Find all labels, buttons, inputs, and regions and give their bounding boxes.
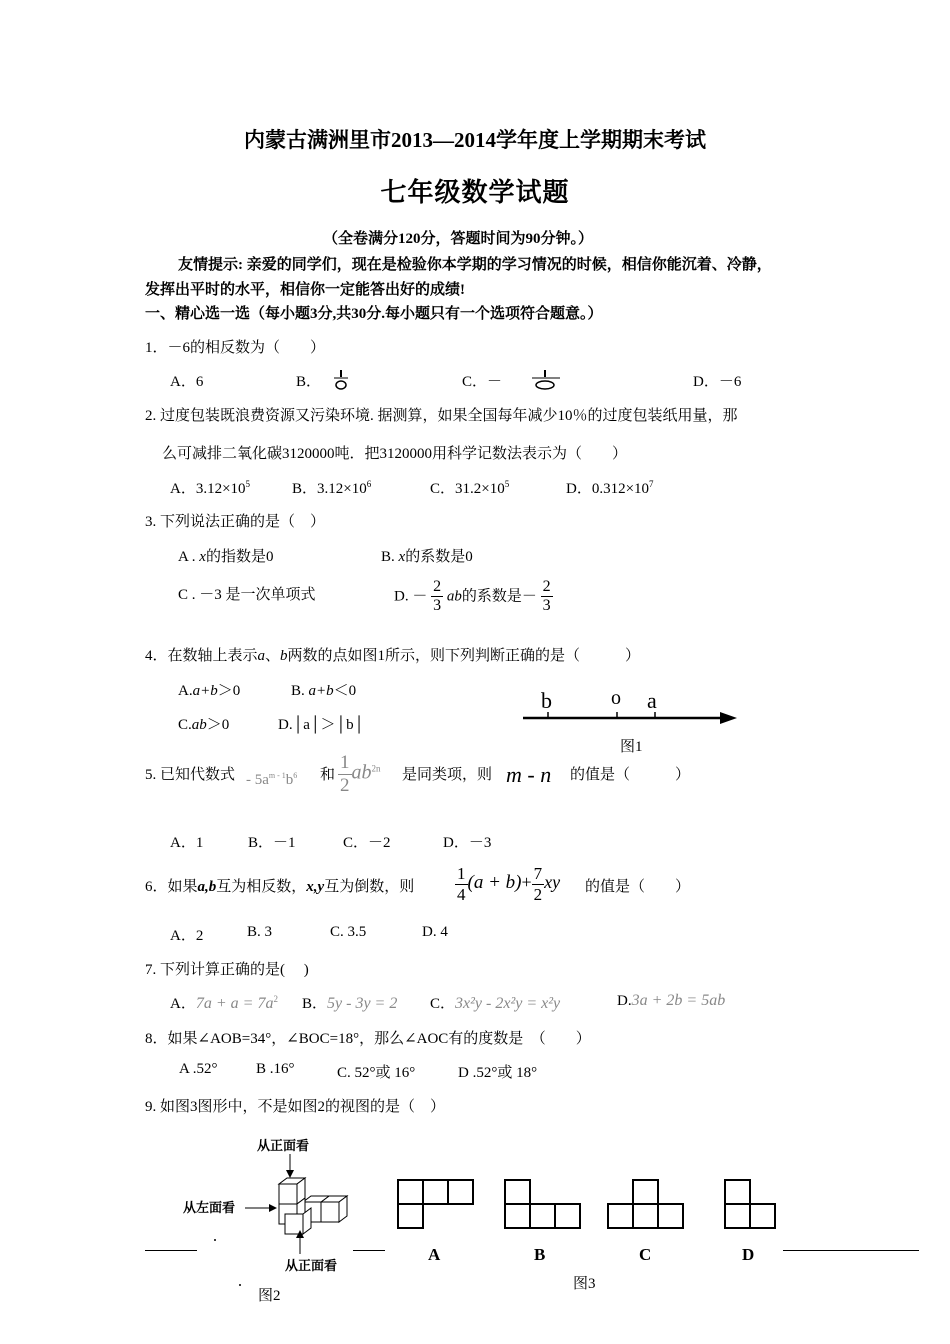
q5-expression: m - n: [506, 762, 552, 787]
q5-term-2: $\frac{1}{2}$ $ab^{2n}$: [340, 752, 381, 796]
q5-option-c: C．－2: [343, 835, 391, 851]
label-front-view-top: 从正面看: [257, 1138, 310, 1153]
q8-option-d: D .52°或 18°: [458, 1065, 538, 1081]
q6-expression: $\frac{1}{4}$ (a + b)+ $\frac{7}{2}$ xy: [457, 864, 561, 904]
q2-option-a: A．$3.12\times 10^5$: [170, 479, 251, 497]
q7-option-a: A．$7a + a = 7a^2$: [170, 994, 278, 1012]
q2-stem-line-1: 2. 过度包装既浪费资源又污染环境. 据测算，如果全国每年减少10％的过度包装纸用量，那: [145, 408, 738, 424]
fig3-label-b: B: [534, 1245, 546, 1264]
q2-option-c: C．$31.2\times 10^5$: [430, 479, 510, 497]
q4-option-a: A.a+b＞0: [178, 683, 241, 699]
section-heading: 一、精心选一选（每小题3分,共30分.每小题只有一个选项符合题意。）: [145, 306, 603, 322]
exam-note: （全卷满分120分，答题时间为90分钟。）: [323, 231, 594, 247]
q7-option-d: D.3a + 2b = 5ab: [617, 992, 726, 1009]
q1-option-c: C．－: [462, 374, 503, 390]
q2-option-d: D．$0.312\times 10^7$: [566, 479, 654, 497]
fig3-caption: 图3: [573, 1276, 596, 1292]
q8-stem: 8．如果∠AOB=34°，∠BOC=18°，那么∠AOC有的度数是 （ ）: [145, 1031, 591, 1047]
axis-label-o: o: [611, 687, 621, 709]
q6-stem: 6．如果a,b互为相反数，x,y互为倒数，则: [145, 879, 415, 895]
q6-option-d: D. 4: [422, 924, 448, 940]
exam-title: 内蒙古满洲里市2013—2014学年度上学期期末考试: [244, 128, 706, 152]
q5-option-b: B．－1: [248, 835, 296, 851]
q3-option-b: B. x的系数是0: [381, 549, 473, 565]
fig3-view-options: [390, 1170, 785, 1270]
tip-line-1: 友情提示: 亲爱的同学们，现在是检验你本学期的学习情况的时候，相信你能沉着、冷静，: [178, 257, 772, 273]
fig3-label-d: D: [742, 1245, 755, 1264]
q8-option-b: B .16°: [256, 1061, 295, 1077]
fig3-label-a: A: [428, 1245, 441, 1264]
q9-stem: 9. 如图3图形中，不是如图2的视图的是（ ）: [145, 1099, 446, 1115]
q8-option-c: C. 52°或 16°: [337, 1065, 416, 1081]
tip-line-2: 发挥出平时的水平，相信你一定能答出好的成绩!: [145, 282, 465, 298]
q6-option-a: A．2: [170, 928, 204, 944]
q5-option-d: D．－3: [443, 835, 492, 851]
q3-option-a: A . x的指数是0: [178, 549, 274, 565]
q1-option-c-fraction-glyph: [528, 366, 564, 392]
q1-stem: 1．－6的相反数为（ ）: [145, 340, 326, 356]
label-left-view: 从左面看: [183, 1200, 236, 1215]
q6-stem-post: 的值是（ ）: [585, 879, 691, 895]
q5-stem-mid: 是同类项，则: [402, 767, 493, 783]
label-front-view-bottom: 从正面看: [285, 1258, 338, 1273]
q3-stem: 3. 下列说法正确的是（ ）: [145, 514, 326, 530]
q5-stem-pre: 5. 已知代数式: [145, 767, 236, 783]
axis-label-a: a: [647, 688, 657, 713]
q7-stem: 7. 下列计算正确的是( ): [145, 962, 309, 978]
q6-option-b: B. 3: [247, 924, 273, 940]
fig3-label-c: C: [639, 1245, 652, 1264]
q7-option-b: B．5y - 3y = 2: [302, 995, 398, 1012]
rule-line-left: [145, 1250, 197, 1251]
number-line-arrow: [720, 712, 737, 724]
q8-option-a: A .52°: [179, 1061, 218, 1077]
q5-stem-post: 的值是（ ）: [570, 767, 691, 783]
q1-option-b: B．: [296, 374, 322, 390]
q4-stem: 4．在数轴上表示a、b两数的点如图1所示，则下列判断正确的是（ ）: [145, 648, 641, 664]
axis-label-b: b: [541, 688, 552, 713]
fig2-caption: 图2: [258, 1288, 281, 1304]
q2-option-b: B．$3.12\times 10^6$: [292, 479, 372, 497]
exam-subtitle: 七年级数学试题: [380, 178, 570, 207]
q7-option-c: C．3x²y - 2x²y = x²y: [430, 995, 561, 1012]
q5-option-a: A．1: [170, 835, 204, 851]
fig1-caption: 图1: [620, 739, 643, 755]
q5-term-1: - $5a^{m - 1}b^6$: [246, 771, 298, 788]
q1-option-d: D．－6: [693, 374, 742, 390]
q1-option-b-fraction-glyph: [330, 366, 352, 392]
q3-option-d: D. － $\frac{2}{3}$ ab的系数是－ $\frac{2}{3}$: [394, 578, 551, 615]
rule-line-right: [783, 1250, 919, 1251]
q6-option-c: C. 3.5: [330, 924, 367, 940]
q4-option-c: C.ab＞0: [178, 717, 230, 733]
rule-line-mid: [353, 1250, 385, 1251]
q4-option-d: D.│a│＞│b│: [278, 717, 365, 733]
fig2-cube-stack: [145, 1130, 395, 1305]
q2-stem-line-2: 么可减排二氧化碳3120000吨．把3120000用科学记数法表示为（ ）: [162, 446, 628, 462]
number-line-figure: [515, 680, 745, 730]
q3-option-c: C . －3 是一次单项式: [178, 587, 316, 603]
q4-option-b: B. a+b＜0: [291, 683, 357, 699]
q5-and: 和: [320, 767, 336, 783]
q1-option-a: A．6: [170, 374, 204, 390]
